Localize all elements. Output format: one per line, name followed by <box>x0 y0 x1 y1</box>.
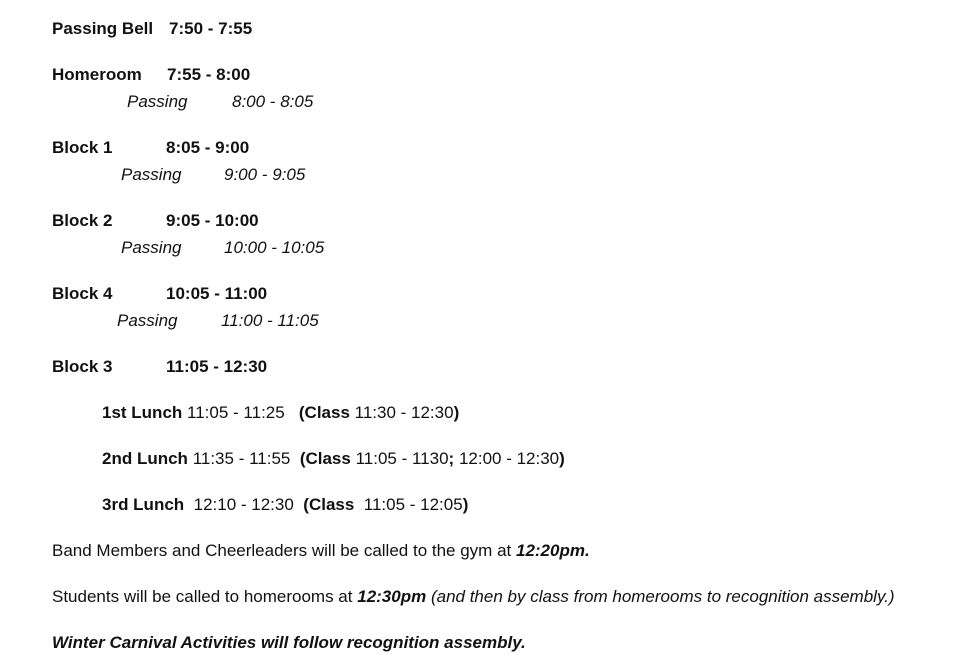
block-2-label: Block 2 <box>52 211 113 230</box>
close-paren: ) <box>453 403 460 422</box>
passing-time: 10:00 - 10:05 <box>224 238 325 257</box>
homeroom-label: Homeroom <box>52 65 142 84</box>
homeroom-time: 7:55 - 8:00 <box>167 65 251 84</box>
class-time: 11:30 - 12:30 <box>354 403 454 422</box>
carnival-note: Winter Carnival Activities will follow recognition assembly. <box>52 633 526 652</box>
separator: ; <box>448 449 455 468</box>
block-2-time: 9:05 - 10:00 <box>166 211 259 230</box>
lunch-label: 2nd Lunch <box>102 449 188 468</box>
passing-label: Passing <box>121 238 182 257</box>
passing-bell-time: 7:50 - 7:55 <box>169 19 253 38</box>
block-1-time: 8:05 - 9:00 <box>166 138 250 157</box>
band-note-text: Band Members and Cheerleaders will be called to the gym at <box>52 541 512 560</box>
students-note-paren: (and then by class from homerooms to recognition assembly.) <box>430 587 895 606</box>
passing-time: 8:00 - 8:05 <box>232 92 314 111</box>
class-time-2: 12:00 - 12:30 <box>458 449 560 468</box>
class-label: (Class <box>298 403 350 422</box>
passing-time: 11:00 - 11:05 <box>221 311 319 330</box>
block-4-time: 10:05 - 11:00 <box>166 284 268 303</box>
students-note-text: Students will be called to homerooms at <box>52 587 353 606</box>
block-3-label: Block 3 <box>52 357 113 376</box>
class-label: (Class <box>303 495 355 514</box>
students-note <box>52 587 895 607</box>
close-paren: ) <box>462 495 469 514</box>
block-4-label: Block 4 <box>52 284 113 303</box>
block-1-label: Block 1 <box>52 138 113 157</box>
block-3-time: 11:05 - 12:30 <box>166 357 268 376</box>
class-time: 11:05 - 1130 <box>355 449 449 468</box>
lunch-label: 3rd Lunch <box>102 495 185 514</box>
lunch-time: 11:05 - 11:25 <box>187 403 285 422</box>
passing-label: Passing <box>117 311 178 330</box>
band-note-time: 12:20pm. <box>515 541 590 560</box>
close-paren: ) <box>559 449 565 468</box>
passing-bell-label: Passing Bell <box>52 19 154 38</box>
class-time: 11:05 - 12:05 <box>363 495 463 514</box>
lunch-time: 11:35 - 11:55 <box>192 449 291 468</box>
lunch-row-3 <box>102 495 468 515</box>
passing-time: 9:00 - 9:05 <box>224 165 306 184</box>
lunch-label: 1st Lunch <box>102 403 183 422</box>
passing-label: Passing <box>121 165 182 184</box>
class-label: (Class <box>299 449 351 468</box>
lunch-time: 12:10 - 12:30 <box>193 495 294 514</box>
lunch-row-2 <box>102 449 565 469</box>
band-note <box>52 541 590 561</box>
students-note-time: 12:30pm <box>357 587 427 606</box>
lunch-row-1 <box>102 403 459 423</box>
passing-label: Passing <box>127 92 188 111</box>
passing-bell-row <box>52 19 153 39</box>
